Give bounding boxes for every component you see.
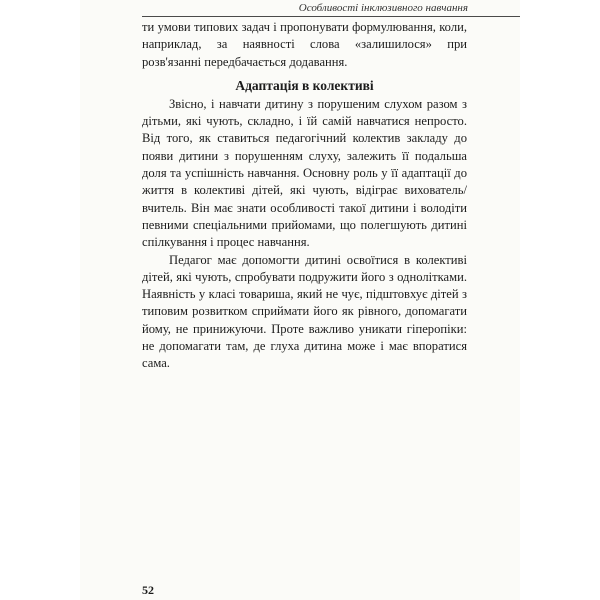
body-paragraph-2: Педагог має допомогти дитині освоїтися в колективі дітей, які чують, спробувати подружити його з однолітками. Наявність у класі товариша, який не чує, підштовхує дітей з типовим розвитком сприймати його як рівного, допомагати йому, не принижуючи. Проте важливо уникати гіперопіки: не допомагати там, де глуха дитина може і має впоратися сама. bbox=[142, 252, 467, 371]
body-paragraph-1: Звісно, і навчати дитину з порушеним слухом разом з дітьми, які чують, складно, і їй самій навчатися непросто. Від того, як ставиться педагогічний колектив закладу до появи дитини з порушенням слуху, залежить її подальша доля та успішність навчання. Основну роль у її адаптації до життя в колективі дітей, які чують, відіграє вихователь/вчитель. Він має знати особливості такої дитини і володіти певними спеціальними прийомами, що полегшують дитині спілкування і процес навчання. bbox=[142, 96, 467, 250]
book-page bbox=[80, 0, 520, 600]
page-number: 52 bbox=[142, 583, 154, 597]
header-rule bbox=[142, 16, 520, 17]
section-title: Адаптація в колективі bbox=[235, 77, 374, 93]
continuation-paragraph: ти умови типових задач і пропонувати формулювання, коли, наприклад, за наявності слова «залишилося» при розв'язанні передбачається додавання. bbox=[142, 20, 467, 69]
running-head: Особливості інклюзивного навчання bbox=[298, 2, 468, 14]
page-content bbox=[142, 19, 467, 373]
